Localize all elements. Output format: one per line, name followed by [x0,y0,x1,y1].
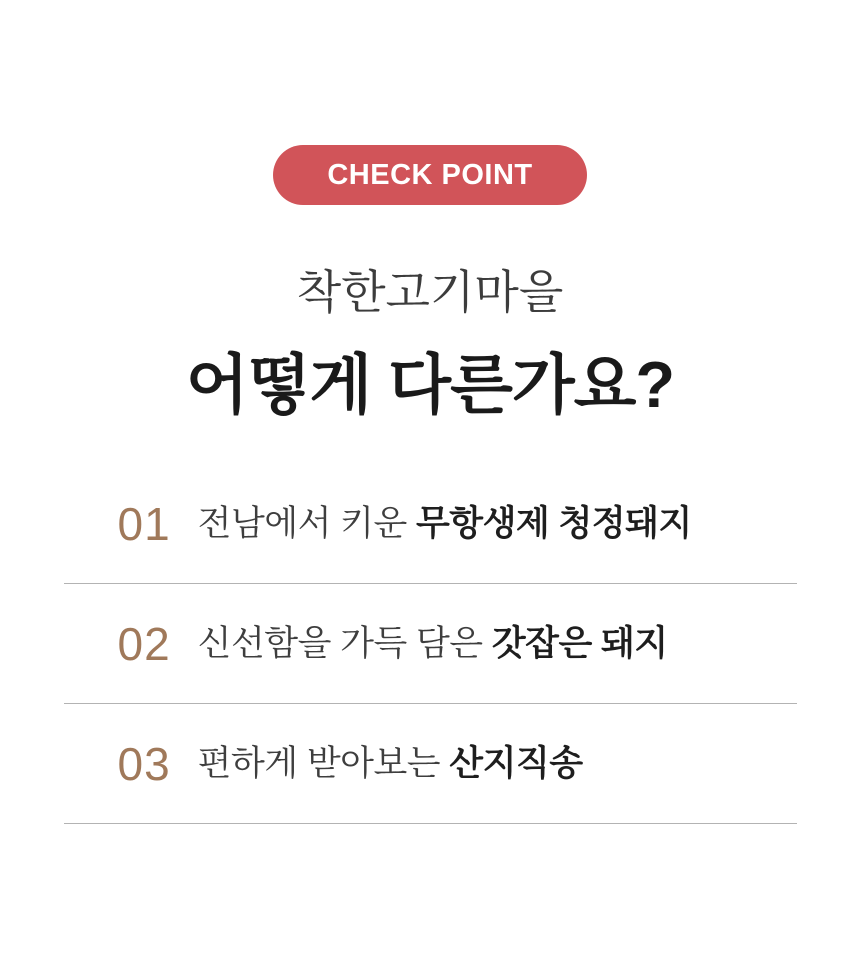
checkpoint-number-2: 02 [117,617,171,670]
check-point-badge [273,145,587,205]
checkpoint-number-1: 01 [117,497,171,550]
checkpoint-row-1 [64,464,797,584]
brand-subtitle: 착한고기마을 [296,266,564,318]
check-point-badge-label: CHECK POINT [327,158,533,191]
checkpoint-text-2 [198,623,668,665]
checkpoint-row-2 [64,584,797,704]
checkpoint-text-2-bold: 갓잡은 돼지 [491,623,668,663]
checkpoint-text-3-regular: 편하게 받아보는 [197,743,450,783]
checkpoint-text-1 [198,503,692,545]
checkpoint-list [64,464,797,824]
checkpoint-text-2-regular: 신선함을 가득 담은 [197,623,492,663]
checkpoint-text-3-bold: 산지직송 [449,743,583,783]
checkpoint-row-3 [64,704,797,824]
checkpoint-text-1-regular: 전남에서 키운 [197,503,416,543]
checkpoint-text-3 [198,743,583,785]
section-title: 어떻게 다른가요? [185,348,675,422]
checkpoint-number-3: 03 [117,737,171,790]
checkpoint-text-1-bold: 무항생제 청정돼지 [415,503,692,543]
